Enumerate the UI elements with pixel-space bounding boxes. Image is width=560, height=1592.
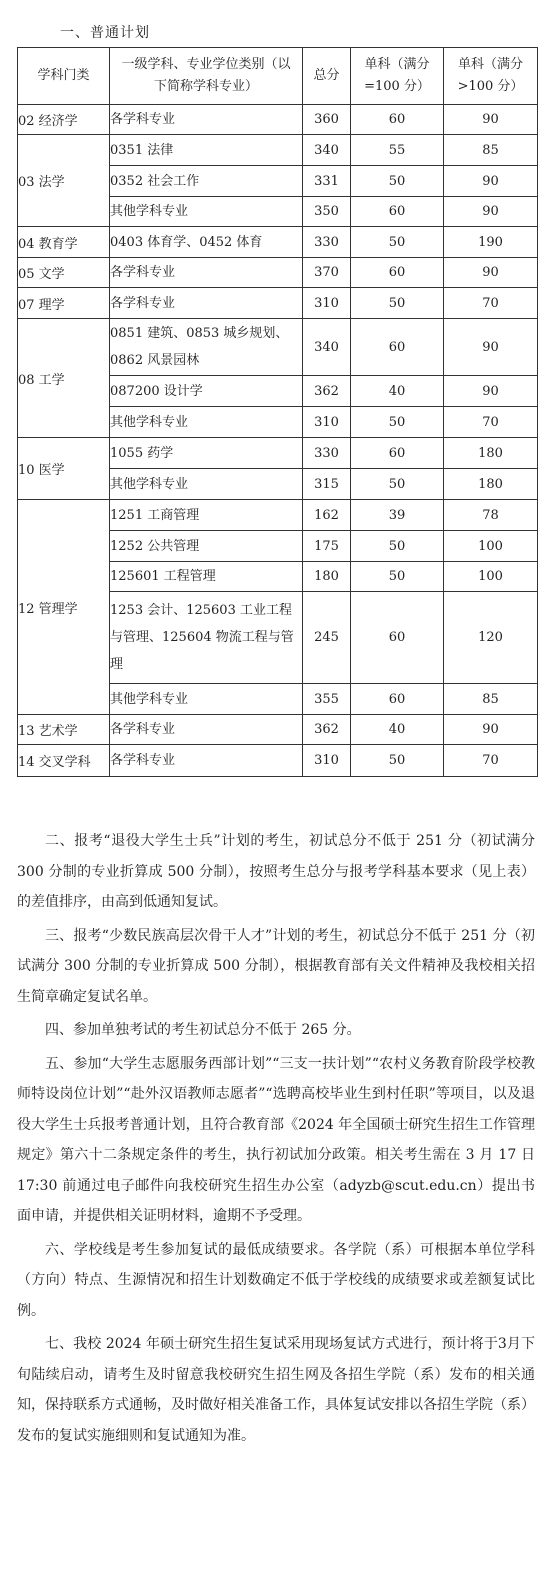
subject-cell: 0352 社会工作 (110, 166, 303, 197)
subject-cell: 各学科专业 (110, 745, 303, 777)
paragraph-minority-plan: 三、报考“少数民族高层次骨干人才”计划的考生，初试总分不低于 251 分（初试满分 300 分制的专业折算成 500 分制），根据教育部有关文件精神及我校相关招生简章确定复试名单。 (17, 927, 535, 1005)
single-100-cell: 40 (351, 376, 444, 407)
paragraph-veteran-plan: 二、报考“退役大学生士兵”计划的考生，初试总分不低于 251 分（初试满分 300 分制的专业折算成 500 分制），按照考生总分与报考学科基本要求（见上表）的差值排序，由高到低通知复试。 (17, 833, 535, 910)
single-100-cell: 50 (351, 745, 444, 777)
single-gt100-cell: 120 (444, 592, 538, 684)
section-heading: 一、普通计划 (60, 25, 150, 41)
table-row (18, 105, 538, 135)
total-cell: 310 (303, 745, 351, 777)
single-100-cell: 50 (351, 288, 444, 319)
single-gt100-cell: 90 (444, 105, 538, 135)
single-100-cell: 60 (351, 105, 444, 135)
paragraph-bonus-policy: 五、参加“大学生志愿服务西部计划”“三支一扶计划”“农村义务教育阶段学校教师特设岗位计划”“赴外汉语教师志愿者”“选聘高校毕业生到村任职”等项目，以及退役大学生士兵报考普通计划，且符合教育部《2024 年全国硕士研究生招生工作管理规定》第六十二条规定条件的考生，执行初试加分政策。相关考生需在 3 月 17 日 17:30 前通过电子邮件向我校研究生招生办公室（adyzb@scut.edu.cn）提出书面申请，并提供相关证明材料，逾期不予受理。 (17, 1055, 535, 1224)
single-100-cell: 60 (351, 319, 444, 376)
subject-cell: 0403 体育学、0452 体育 (110, 227, 303, 258)
subject-cell: 其他学科专业 (110, 407, 303, 438)
header-subject: 一级学科、专业学位类别（以下简称学科专业） (110, 48, 303, 105)
single-gt100-cell: 85 (444, 135, 538, 166)
single-gt100-cell: 70 (444, 288, 538, 319)
single-100-cell: 60 (351, 592, 444, 684)
single-gt100-cell: 180 (444, 438, 538, 469)
paragraph-school-line: 六、学校线是考生参加复试的最低成绩要求。各学院（系）可根据本单位学科（方向）特点、生源情况和招生计划数确定不低于学校线的成绩要求或差额复试比例。 (17, 1241, 535, 1319)
single-gt100-cell: 70 (444, 745, 538, 777)
subject-cell: 各学科专业 (110, 105, 303, 135)
category-cell: 04 教育学 (18, 227, 110, 258)
single-gt100-cell: 90 (444, 166, 538, 197)
single-100-cell: 60 (351, 438, 444, 469)
total-cell: 340 (303, 319, 351, 376)
single-100-cell: 60 (351, 684, 444, 715)
category-cell: 14 交叉学科 (18, 745, 110, 777)
single-gt100-cell: 190 (444, 227, 538, 258)
subject-cell: 各学科专业 (110, 258, 303, 288)
single-100-cell: 50 (351, 227, 444, 258)
single-100-cell: 50 (351, 562, 444, 592)
single-gt100-cell: 90 (444, 715, 538, 745)
subject-cell: 其他学科专业 (110, 469, 303, 500)
subject-cell: 125601 工程管理 (110, 562, 303, 592)
single-gt100-cell: 90 (444, 258, 538, 288)
notice-paragraphs (17, 826, 535, 1454)
table-row (18, 715, 538, 745)
single-100-cell: 39 (351, 500, 444, 531)
header-category: 学科门类 (18, 48, 110, 105)
category-cell: 13 艺术学 (18, 715, 110, 745)
total-cell: 360 (303, 105, 351, 135)
category-cell: 05 文学 (18, 258, 110, 288)
total-cell: 310 (303, 288, 351, 319)
total-cell: 245 (303, 592, 351, 684)
table-row (18, 135, 538, 166)
single-gt100-cell: 90 (444, 376, 538, 407)
category-cell: 12 管理学 (18, 500, 110, 715)
single-gt100-cell: 180 (444, 469, 538, 500)
total-cell: 162 (303, 500, 351, 531)
subject-cell: 1253 会计、125603 工业工程与管理、125604 物流工程与管理 (110, 592, 303, 684)
single-gt100-cell: 90 (444, 197, 538, 227)
total-cell: 331 (303, 166, 351, 197)
category-cell: 03 法学 (18, 135, 110, 227)
total-cell: 175 (303, 531, 351, 562)
single-100-cell: 50 (351, 531, 444, 562)
total-cell: 330 (303, 227, 351, 258)
table-row (18, 500, 538, 531)
subject-cell: 各学科专业 (110, 715, 303, 745)
single-100-cell: 60 (351, 258, 444, 288)
subject-cell: 0351 法律 (110, 135, 303, 166)
paragraph-independent-exam: 四、参加单独考试的考生初试总分不低于 265 分。 (45, 1022, 361, 1038)
table-row (18, 438, 538, 469)
subject-cell: 1252 公共管理 (110, 531, 303, 562)
single-100-cell: 50 (351, 166, 444, 197)
total-cell: 180 (303, 562, 351, 592)
single-gt100-cell: 85 (444, 684, 538, 715)
category-cell: 08 工学 (18, 319, 110, 438)
subject-cell: 1055 药学 (110, 438, 303, 469)
subject-cell: 其他学科专业 (110, 197, 303, 227)
total-cell: 310 (303, 407, 351, 438)
total-cell: 350 (303, 197, 351, 227)
table-row (18, 227, 538, 258)
single-100-cell: 50 (351, 407, 444, 438)
single-100-cell: 60 (351, 197, 444, 227)
table-header-row (18, 48, 538, 105)
subject-cell: 其他学科专业 (110, 684, 303, 715)
single-100-cell: 40 (351, 715, 444, 745)
total-cell: 315 (303, 469, 351, 500)
table-row (18, 258, 538, 288)
single-gt100-cell: 100 (444, 531, 538, 562)
total-cell: 340 (303, 135, 351, 166)
header-single-gt100: 单科（满分>100 分） (444, 48, 538, 105)
table-row (18, 288, 538, 319)
category-cell: 07 理学 (18, 288, 110, 319)
single-gt100-cell: 90 (444, 319, 538, 376)
single-100-cell: 50 (351, 469, 444, 500)
paragraph-retest-arrangement: 七、我校 2024 年硕士研究生招生复试采用现场复试方式进行，预计将于3月下旬陆续启动，请考生及时留意我校研究生招生网及各招生学院（系）发布的相关通知，保持联系方式通畅，及时做好相关准备工作，具体复试安排以各招生学院（系）发布的复试实施细则和复试通知为准。 (17, 1336, 535, 1444)
category-cell: 02 经济学 (18, 105, 110, 135)
score-table (17, 47, 538, 777)
total-cell: 355 (303, 684, 351, 715)
total-cell: 362 (303, 715, 351, 745)
subject-cell: 0851 建筑、0853 城乡规划、0862 风景园林 (110, 319, 303, 376)
total-cell: 330 (303, 438, 351, 469)
subject-cell: 各学科专业 (110, 288, 303, 319)
single-gt100-cell: 70 (444, 407, 538, 438)
single-gt100-cell: 100 (444, 562, 538, 592)
table-row (18, 319, 538, 376)
subject-cell: 087200 设计学 (110, 376, 303, 407)
single-gt100-cell: 78 (444, 500, 538, 531)
table-row (18, 745, 538, 777)
category-cell: 10 医学 (18, 438, 110, 500)
subject-cell: 1251 工商管理 (110, 500, 303, 531)
single-100-cell: 55 (351, 135, 444, 166)
total-cell: 370 (303, 258, 351, 288)
header-total: 总分 (303, 48, 351, 105)
header-single-100: 单科（满分=100 分） (351, 48, 444, 105)
total-cell: 362 (303, 376, 351, 407)
